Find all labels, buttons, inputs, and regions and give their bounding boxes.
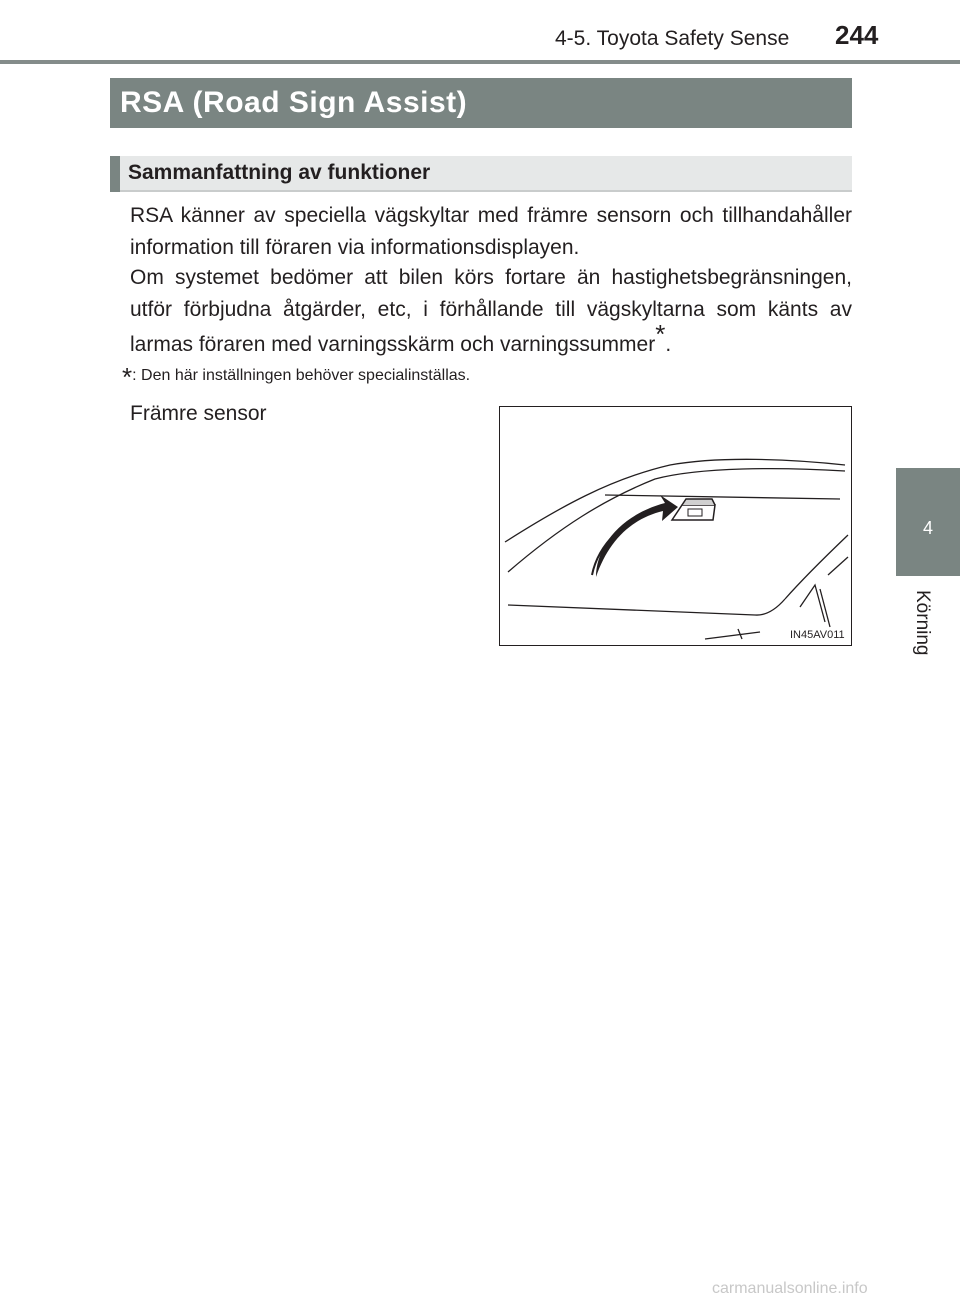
watermark: carmanualsonline.info (712, 1280, 868, 1297)
paragraph-warning (130, 262, 852, 361)
footnote-star: * (122, 362, 133, 392)
sensor-figure (499, 406, 852, 646)
figure-label: Främre sensor (130, 402, 267, 425)
paragraph-warning-end: . (665, 333, 672, 356)
header-section-title: 4-5. Toyota Safety Sense (555, 27, 790, 50)
figure-code: IN45AV011 (790, 629, 845, 641)
subtitle-accent (110, 156, 120, 192)
sensor-camera-icon (672, 499, 715, 520)
page-number: 244 (835, 20, 879, 50)
chapter-label: Körning (912, 590, 933, 656)
paragraph-intro: RSA känner av speciella vägskyltar med främre sensorn och tillhandahåller information till föraren via informationsdisplayen. (130, 204, 852, 259)
subtitle-bar (110, 156, 852, 192)
section-subtitle: Sammanfattning av funktioner (128, 161, 431, 184)
page-title: RSA (Road Sign Assist) (120, 86, 468, 119)
footnote-text: : Den här inställningen behöver specialinställas. (132, 367, 471, 384)
chapter-number: 4 (922, 518, 933, 538)
footnote (122, 362, 470, 393)
header-rule (0, 60, 960, 64)
chapter-tab (896, 468, 960, 576)
footnote-marker: * (655, 319, 666, 349)
title-bar (110, 78, 852, 128)
pointing-arrow-icon (596, 495, 678, 577)
windshield-illustration (500, 407, 851, 645)
paragraph-warning-text: Om systemet bedömer att bilen körs fortare än hastighetsbegränsningen, utför förbjudna åtgärder, etc, i förhållande till vägskyltarna som känts av larmas föraren med varningsskärm och varningssummer (130, 266, 852, 356)
